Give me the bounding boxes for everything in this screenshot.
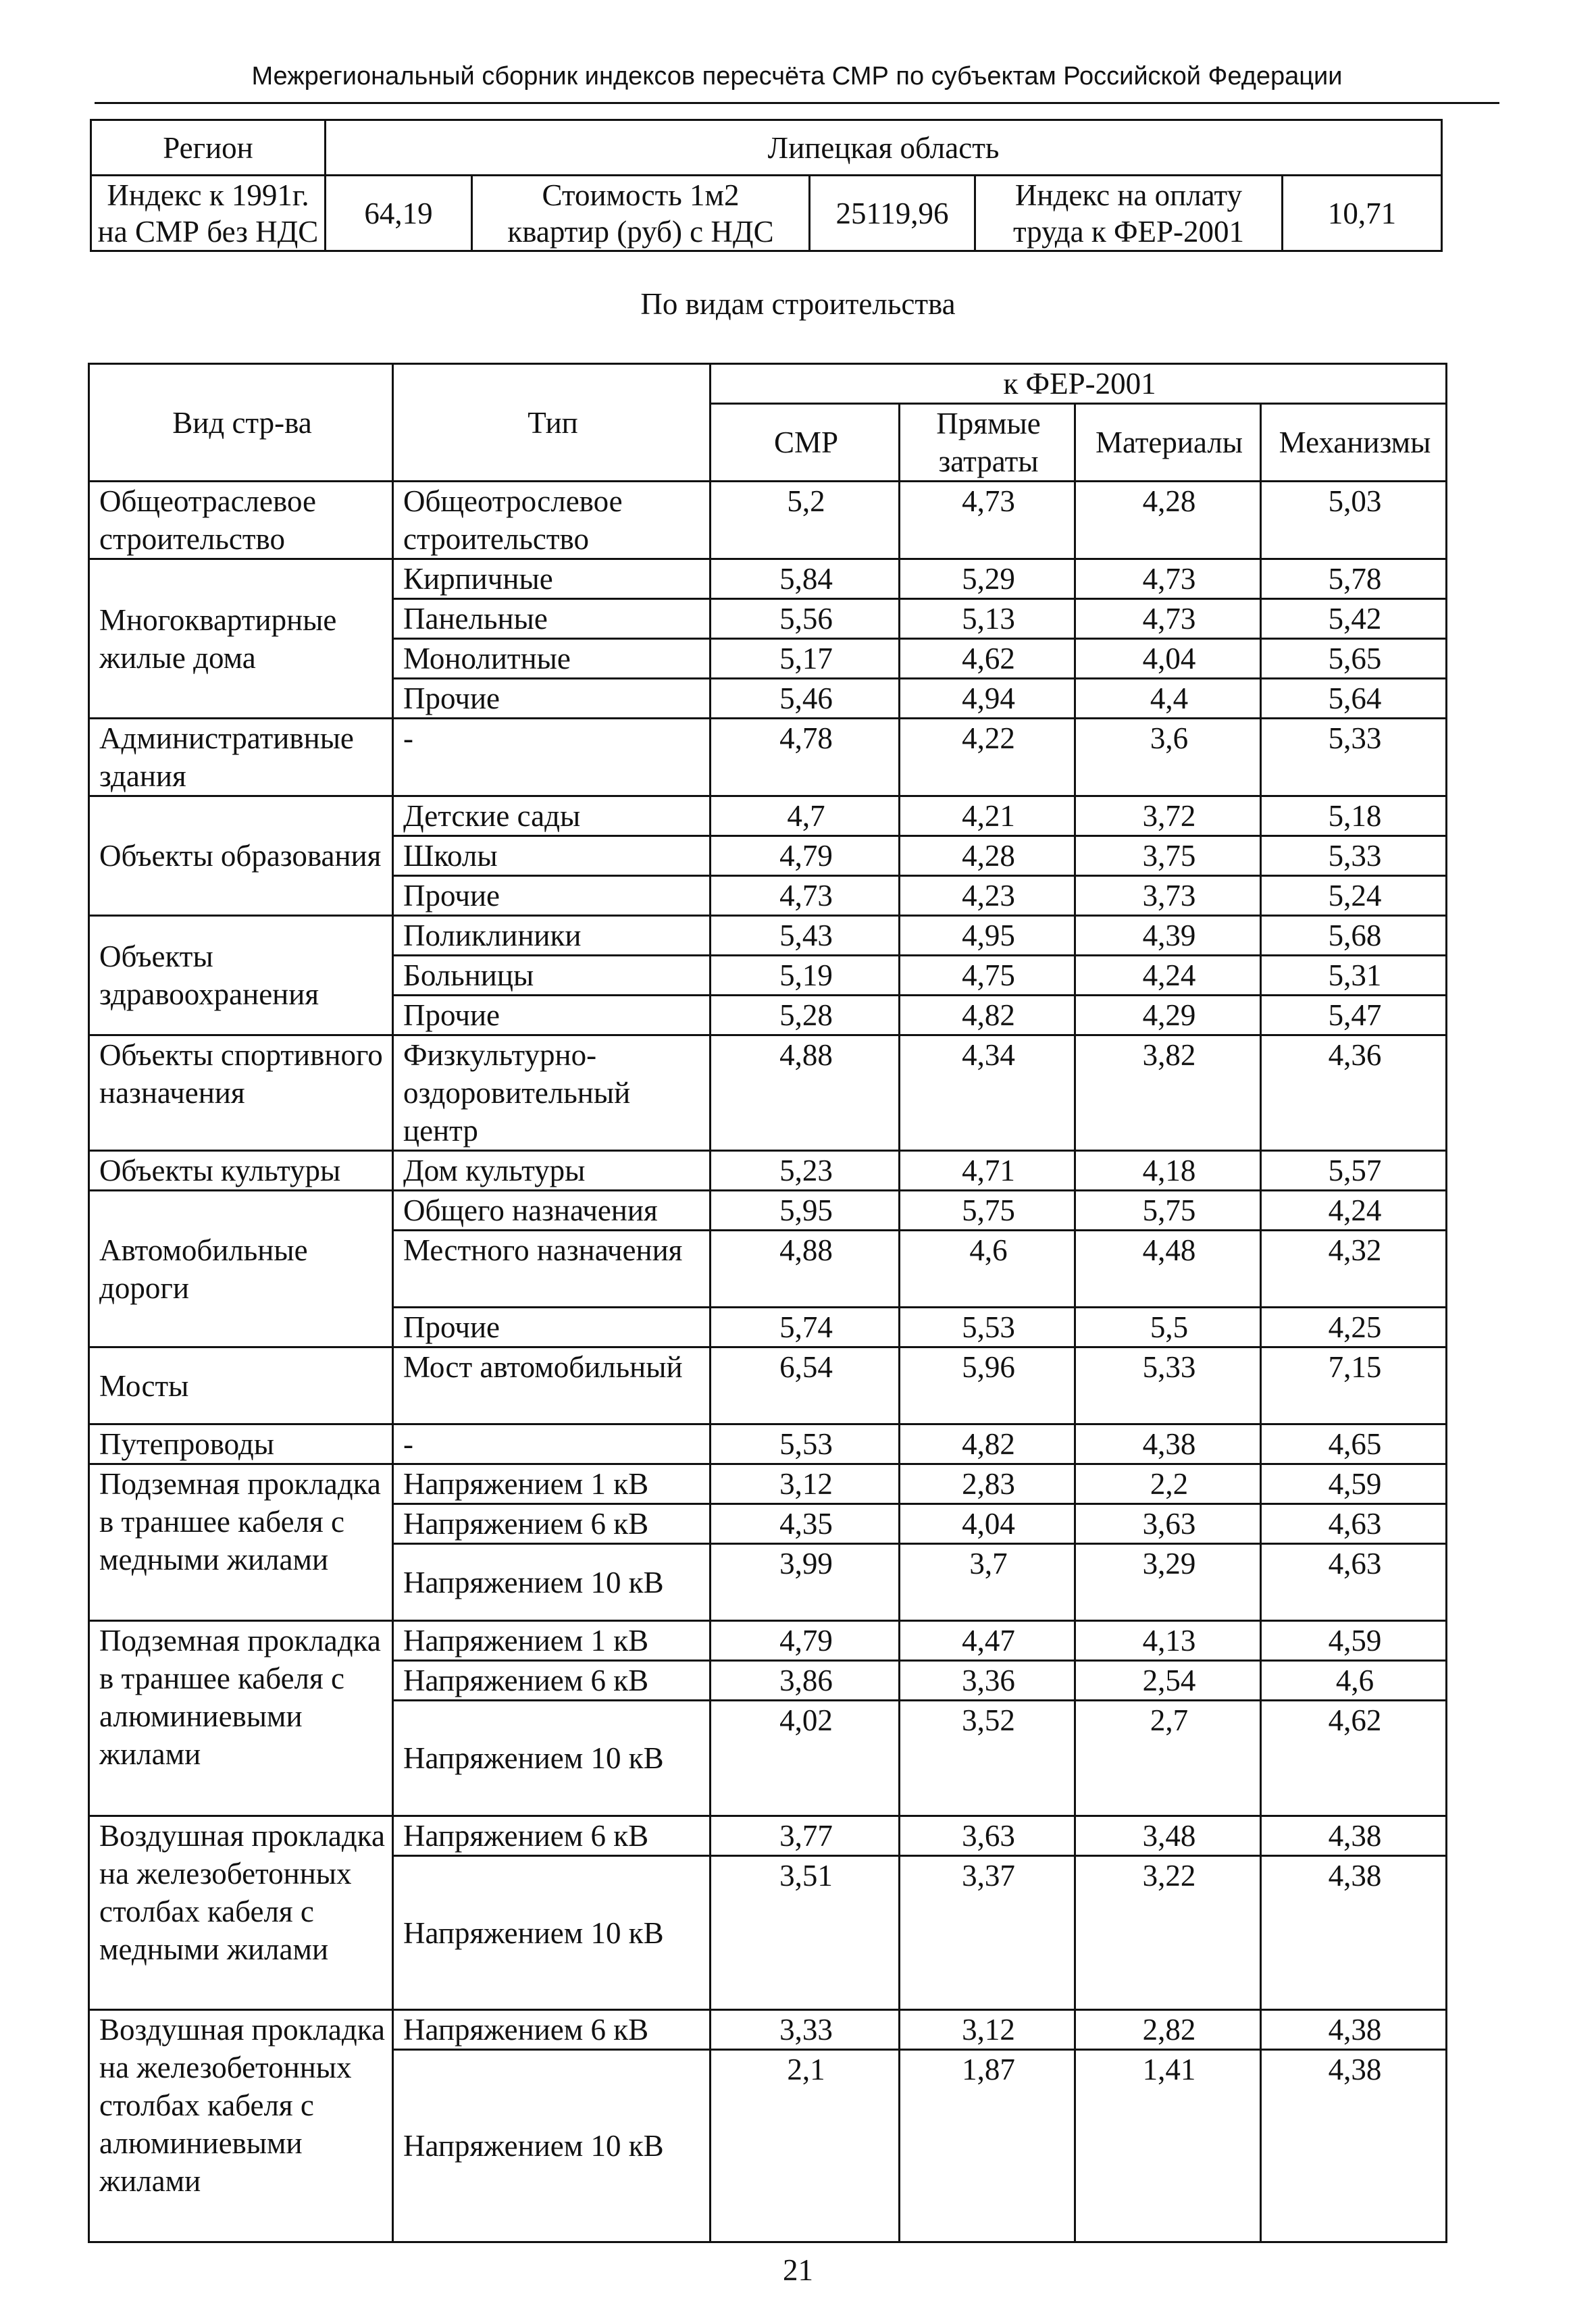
cell-machines: 5,03 bbox=[1261, 482, 1447, 559]
row-type: Напряжением 10 кВ bbox=[393, 1856, 711, 2010]
row-type: Напряжением 1 кВ bbox=[393, 1464, 711, 1504]
cell-smr: 4,88 bbox=[711, 1035, 900, 1151]
row-type: Напряжением 10 кВ bbox=[393, 1701, 711, 1816]
cell-materials: 3,73 bbox=[1075, 876, 1261, 916]
row-type: Напряжением 6 кВ bbox=[393, 1661, 711, 1701]
header-fer-group: к ФЕР-2001 bbox=[711, 364, 1447, 404]
row-type: Общего назначения bbox=[393, 1191, 711, 1231]
cell-smr: 4,73 bbox=[711, 876, 900, 916]
index-label-line1: Индекс к 1991г. bbox=[107, 178, 309, 212]
cell-materials: 3,6 bbox=[1075, 719, 1261, 796]
indices-table bbox=[88, 363, 1447, 2243]
row-type: Монолитные bbox=[393, 639, 711, 679]
row-type: Дом культуры bbox=[393, 1151, 711, 1191]
row-kind: Общеотраслевое строительство bbox=[89, 482, 393, 559]
row-type: Прочие bbox=[393, 679, 711, 719]
cell-machines: 5,68 bbox=[1261, 916, 1447, 956]
row-kind: Подземная прокладка в траншее кабеля с медными жилами bbox=[89, 1464, 393, 1621]
cell-materials: 2,7 bbox=[1075, 1701, 1261, 1816]
row-kind: Воздушная прокладка на железобетонных столбах кабеля с алюминиевыми жилами bbox=[89, 2010, 393, 2242]
row-type: Прочие bbox=[393, 996, 711, 1035]
wage-label bbox=[975, 176, 1283, 251]
row-kind: Многоквартирные жилые дома bbox=[89, 559, 393, 719]
cost-label-line2: квартир (руб) с НДС bbox=[507, 214, 774, 249]
table-row bbox=[89, 916, 1447, 956]
cell-direct: 3,36 bbox=[900, 1661, 1075, 1701]
page-header: Межрегиональный сборник индексов пересчёта СМР по субъектам Российской Федерации bbox=[251, 62, 1343, 91]
cell-machines: 4,24 bbox=[1261, 1191, 1447, 1231]
cell-machines: 4,38 bbox=[1261, 1856, 1447, 2010]
cell-machines: 4,59 bbox=[1261, 1464, 1447, 1504]
row-type: Напряжением 1 кВ bbox=[393, 1621, 711, 1661]
cell-smr: 4,88 bbox=[711, 1231, 900, 1308]
row-kind: Административные здания bbox=[89, 719, 393, 796]
cell-smr: 5,19 bbox=[711, 956, 900, 996]
cell-direct: 4,82 bbox=[900, 996, 1075, 1035]
table-row bbox=[89, 1816, 1447, 1856]
cell-smr: 4,79 bbox=[711, 1621, 900, 1661]
cell-smr: 5,95 bbox=[711, 1191, 900, 1231]
cell-materials: 3,75 bbox=[1075, 836, 1261, 876]
cell-direct: 4,28 bbox=[900, 836, 1075, 876]
page-number: 21 bbox=[783, 2253, 813, 2287]
cell-direct: 4,94 bbox=[900, 679, 1075, 719]
cell-materials: 4,13 bbox=[1075, 1621, 1261, 1661]
cell-smr: 5,28 bbox=[711, 996, 900, 1035]
cell-direct: 4,47 bbox=[900, 1621, 1075, 1661]
cell-machines: 4,59 bbox=[1261, 1621, 1447, 1661]
cell-machines: 4,32 bbox=[1261, 1231, 1447, 1308]
header-kind: Вид стр-ва bbox=[89, 364, 393, 482]
cell-materials: 4,28 bbox=[1075, 482, 1261, 559]
cell-machines: 5,42 bbox=[1261, 599, 1447, 639]
row-kind: Подземная прокладка в траншее кабеля с алюминиевыми жилами bbox=[89, 1621, 393, 1816]
cell-materials: 3,48 bbox=[1075, 1816, 1261, 1856]
cost-label-line1: Стоимость 1м2 bbox=[542, 178, 740, 212]
row-type: Напряжением 6 кВ bbox=[393, 2010, 711, 2050]
row-type: Мост автомобильный bbox=[393, 1347, 711, 1424]
cell-smr: 5,17 bbox=[711, 639, 900, 679]
cell-direct: 5,53 bbox=[900, 1308, 1075, 1347]
cell-machines: 4,38 bbox=[1261, 2050, 1447, 2242]
row-kind: Объекты образования bbox=[89, 796, 393, 916]
table-row bbox=[89, 796, 1447, 836]
cell-direct: 1,87 bbox=[900, 2050, 1075, 2242]
cell-machines: 4,38 bbox=[1261, 1816, 1447, 1856]
row-type: Прочие bbox=[393, 1308, 711, 1347]
cell-materials: 4,29 bbox=[1075, 996, 1261, 1035]
row-kind: Путепроводы bbox=[89, 1424, 393, 1464]
header-type: Тип bbox=[393, 364, 711, 482]
cell-machines: 5,65 bbox=[1261, 639, 1447, 679]
cell-machines: 5,47 bbox=[1261, 996, 1447, 1035]
cell-materials: 4,48 bbox=[1075, 1231, 1261, 1308]
cell-direct: 3,12 bbox=[900, 2010, 1075, 2050]
cell-materials: 4,38 bbox=[1075, 1424, 1261, 1464]
row-type: - bbox=[393, 719, 711, 796]
cell-smr: 3,33 bbox=[711, 2010, 900, 2050]
table-row bbox=[89, 1621, 1447, 1661]
cell-machines: 4,65 bbox=[1261, 1424, 1447, 1464]
index-value: 64,19 bbox=[326, 176, 472, 251]
header-machines: Механизмы bbox=[1261, 404, 1447, 482]
table-row bbox=[89, 1151, 1447, 1191]
cell-materials: 4,73 bbox=[1075, 599, 1261, 639]
table-row bbox=[89, 559, 1447, 599]
cell-smr: 3,12 bbox=[711, 1464, 900, 1504]
wage-label-line2: труда к ФЕР-2001 bbox=[1012, 214, 1245, 249]
cell-smr: 5,56 bbox=[711, 599, 900, 639]
row-type: Физкультурно-оздоровительный центр bbox=[393, 1035, 711, 1151]
cell-direct: 4,04 bbox=[900, 1504, 1075, 1544]
cell-direct: 5,29 bbox=[900, 559, 1075, 599]
cell-materials: 3,63 bbox=[1075, 1504, 1261, 1544]
cell-direct: 4,21 bbox=[900, 796, 1075, 836]
cell-machines: 4,25 bbox=[1261, 1308, 1447, 1347]
cell-materials: 1,41 bbox=[1075, 2050, 1261, 2242]
cell-smr: 5,74 bbox=[711, 1308, 900, 1347]
cell-direct: 5,13 bbox=[900, 599, 1075, 639]
cell-machines: 4,6 bbox=[1261, 1661, 1447, 1701]
row-type: Больницы bbox=[393, 956, 711, 996]
cell-machines: 5,33 bbox=[1261, 719, 1447, 796]
row-type: Панельные bbox=[393, 599, 711, 639]
row-kind: Объекты спортивного назначения bbox=[89, 1035, 393, 1151]
cell-materials: 4,24 bbox=[1075, 956, 1261, 996]
cell-machines: 5,57 bbox=[1261, 1151, 1447, 1191]
table-row bbox=[89, 719, 1447, 796]
header-direct: Прямые затраты bbox=[900, 404, 1075, 482]
cell-direct: 3,37 bbox=[900, 1856, 1075, 2010]
row-kind: Объекты здравоохранения bbox=[89, 916, 393, 1035]
cell-direct: 4,23 bbox=[900, 876, 1075, 916]
cell-machines: 4,63 bbox=[1261, 1544, 1447, 1621]
table-row bbox=[89, 2010, 1447, 2050]
cell-direct: 5,96 bbox=[900, 1347, 1075, 1424]
cell-machines: 4,38 bbox=[1261, 2010, 1447, 2050]
cell-direct: 4,34 bbox=[900, 1035, 1075, 1151]
cell-materials: 4,18 bbox=[1075, 1151, 1261, 1191]
row-type: Местного назначения bbox=[393, 1231, 711, 1308]
cell-direct: 4,95 bbox=[900, 916, 1075, 956]
row-kind: Воздушная прокладка на железобетонных столбах кабеля с медными жилами bbox=[89, 1816, 393, 2010]
table-row bbox=[89, 1347, 1447, 1424]
section-title: По видам строительства bbox=[640, 287, 956, 321]
cell-smr: 4,35 bbox=[711, 1504, 900, 1544]
cell-materials: 2,54 bbox=[1075, 1661, 1261, 1701]
row-kind: Автомобильные дороги bbox=[89, 1191, 393, 1347]
cell-materials: 3,22 bbox=[1075, 1856, 1261, 2010]
cell-direct: 3,52 bbox=[900, 1701, 1075, 1816]
cell-machines: 5,24 bbox=[1261, 876, 1447, 916]
row-kind: Объекты культуры bbox=[89, 1151, 393, 1191]
table-row bbox=[89, 1191, 1447, 1231]
cell-direct: 4,6 bbox=[900, 1231, 1075, 1308]
cost-value: 25119,96 bbox=[810, 176, 975, 251]
cell-machines: 4,36 bbox=[1261, 1035, 1447, 1151]
table-body bbox=[89, 482, 1447, 2242]
cell-machines: 5,31 bbox=[1261, 956, 1447, 996]
region-value: Липецкая область bbox=[326, 120, 1442, 176]
header-smr: СМР bbox=[711, 404, 900, 482]
cell-direct: 3,63 bbox=[900, 1816, 1075, 1856]
cell-smr: 5,43 bbox=[711, 916, 900, 956]
index-label bbox=[91, 176, 326, 251]
row-type: Напряжением 10 кВ bbox=[393, 1544, 711, 1621]
cell-materials: 5,5 bbox=[1075, 1308, 1261, 1347]
cell-machines: 5,78 bbox=[1261, 559, 1447, 599]
row-type: Детские сады bbox=[393, 796, 711, 836]
row-type: Прочие bbox=[393, 876, 711, 916]
region-info-table bbox=[90, 119, 1443, 252]
table-row bbox=[89, 1035, 1447, 1151]
row-type: Общеотрослевое строительство bbox=[393, 482, 711, 559]
cell-smr: 3,51 bbox=[711, 1856, 900, 2010]
cell-smr: 5,2 bbox=[711, 482, 900, 559]
cell-direct: 5,75 bbox=[900, 1191, 1075, 1231]
cell-machines: 7,15 bbox=[1261, 1347, 1447, 1424]
index-label-line2: на СМР без НДС bbox=[97, 214, 319, 249]
cell-direct: 4,73 bbox=[900, 482, 1075, 559]
cell-smr: 2,1 bbox=[711, 2050, 900, 2242]
wage-value: 10,71 bbox=[1283, 176, 1442, 251]
cell-smr: 5,23 bbox=[711, 1151, 900, 1191]
cell-materials: 5,33 bbox=[1075, 1347, 1261, 1424]
cell-direct: 2,83 bbox=[900, 1464, 1075, 1504]
cell-smr: 6,54 bbox=[711, 1347, 900, 1424]
header-materials: Материалы bbox=[1075, 404, 1261, 482]
cell-direct: 4,75 bbox=[900, 956, 1075, 996]
cell-smr: 3,77 bbox=[711, 1816, 900, 1856]
cell-materials: 5,75 bbox=[1075, 1191, 1261, 1231]
cell-direct: 3,7 bbox=[900, 1544, 1075, 1621]
table-row bbox=[89, 1464, 1447, 1504]
cell-materials: 4,73 bbox=[1075, 559, 1261, 599]
cell-smr: 4,7 bbox=[711, 796, 900, 836]
cell-smr: 5,53 bbox=[711, 1424, 900, 1464]
row-type: Кирпичные bbox=[393, 559, 711, 599]
cell-machines: 4,62 bbox=[1261, 1701, 1447, 1816]
cell-smr: 5,84 bbox=[711, 559, 900, 599]
cell-smr: 4,02 bbox=[711, 1701, 900, 1816]
cell-direct: 4,82 bbox=[900, 1424, 1075, 1464]
cell-machines: 5,33 bbox=[1261, 836, 1447, 876]
wage-label-line1: Индекс на оплату bbox=[1014, 178, 1243, 212]
cell-materials: 4,04 bbox=[1075, 639, 1261, 679]
row-type: Напряжением 6 кВ bbox=[393, 1816, 711, 1856]
table-row bbox=[89, 482, 1447, 559]
region-label: Регион bbox=[91, 120, 326, 176]
cell-materials: 3,29 bbox=[1075, 1544, 1261, 1621]
cell-materials: 2,2 bbox=[1075, 1464, 1261, 1504]
row-type: Школы bbox=[393, 836, 711, 876]
row-type: Напряжением 6 кВ bbox=[393, 1504, 711, 1544]
cell-smr: 3,99 bbox=[711, 1544, 900, 1621]
cell-machines: 5,64 bbox=[1261, 679, 1447, 719]
header-rule bbox=[95, 102, 1499, 104]
row-type: Поликлиники bbox=[393, 916, 711, 956]
cell-smr: 5,46 bbox=[711, 679, 900, 719]
cell-materials: 4,4 bbox=[1075, 679, 1261, 719]
cell-smr: 4,79 bbox=[711, 836, 900, 876]
cell-materials: 4,39 bbox=[1075, 916, 1261, 956]
cost-label bbox=[472, 176, 810, 251]
cell-materials: 2,82 bbox=[1075, 2010, 1261, 2050]
cell-direct: 4,71 bbox=[900, 1151, 1075, 1191]
table-row bbox=[89, 1424, 1447, 1464]
row-type: Напряжением 10 кВ bbox=[393, 2050, 711, 2242]
row-type: - bbox=[393, 1424, 711, 1464]
row-kind: Мосты bbox=[89, 1347, 393, 1424]
cell-machines: 5,18 bbox=[1261, 796, 1447, 836]
cell-materials: 3,82 bbox=[1075, 1035, 1261, 1151]
cell-smr: 3,86 bbox=[711, 1661, 900, 1701]
cell-smr: 4,78 bbox=[711, 719, 900, 796]
cell-direct: 4,62 bbox=[900, 639, 1075, 679]
cell-direct: 4,22 bbox=[900, 719, 1075, 796]
cell-machines: 4,63 bbox=[1261, 1504, 1447, 1544]
cell-materials: 3,72 bbox=[1075, 796, 1261, 836]
